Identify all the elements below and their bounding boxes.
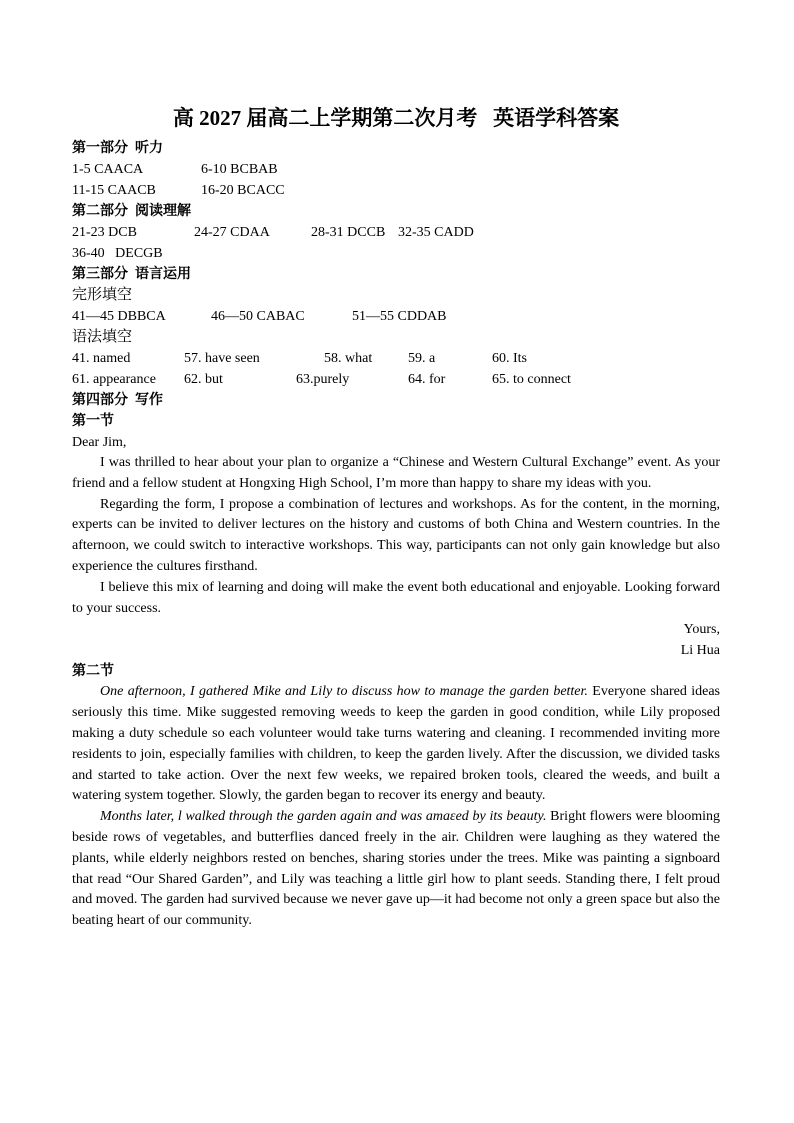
answer-item: 62. but bbox=[184, 372, 223, 387]
answer-group: 21-23 DCB bbox=[72, 225, 137, 240]
part2-heading: 第二部分 阅读理解 bbox=[72, 204, 191, 219]
letter-paragraph: I believe this mix of learning and doing will make the event both educational and enjoyable. Looking forward to your success. bbox=[72, 579, 720, 616]
page-title: 高 2027 届高二上学期第二次月考 英语学科答案 bbox=[172, 106, 620, 130]
answer-item: 61. appearance bbox=[72, 372, 156, 387]
answer-item: 64. for bbox=[408, 372, 446, 387]
answer-group: 11-15 CAACB bbox=[72, 183, 156, 198]
letter-paragraph: I was thrilled to hear about your plan to organize a “Chinese and Western Cultural Exchange” event. As your friend and a fellow student at Hongxing High School, I’m more than happy to share my ideas with you. bbox=[72, 455, 720, 491]
cloze-label: 完形填空 bbox=[72, 287, 133, 303]
section2-label: 第二节 bbox=[72, 664, 114, 680]
letter-signature: Li Hua bbox=[680, 643, 720, 659]
story-text: Everyone shared ideas seriously this time. Mike suggested removing weeds to keep the garden in good condition, while Lily proposed making a duty schedule so each volunteer would take turns watering and cleaning. I recommended inviting more residents to join, especially families with children, to keep the garden lively. After the discussion, we divided tasks and started to take action. Over the next few weeks, we repaired broken tools, cleared the weeds, and built a watering system together. Slowly, the garden began to recover its energy and beauty. bbox=[72, 684, 720, 804]
story-lead-sentence: Months later, l walked through the garden again and was amaεed by its beauty. bbox=[100, 809, 547, 825]
answer-group: 46—50 CABAC bbox=[211, 309, 305, 324]
answer-item: 59. a bbox=[408, 351, 436, 366]
part3-heading: 第三部分 语言运用 bbox=[72, 267, 191, 282]
story-paragraph bbox=[72, 682, 720, 807]
answer-row bbox=[72, 348, 720, 369]
answer-group: 16-20 BCACC bbox=[201, 183, 285, 198]
answer-row bbox=[72, 159, 720, 180]
answer-row bbox=[72, 306, 720, 327]
letter-closing: Yours, bbox=[683, 622, 720, 638]
story-text: Bright flowers were blooming beside rows of vegetables, and butterflies danced freely in the air. Children were laughing as they watered the plants, while elderly neighbors rested on benches, sharing stories under the trees. Mike was painting a signboard that read “Our Shared Garden”, and Lily was teaching a little girl how to plant seeds. Standing there, I felt proud and moved. The garden had survived because we never gave up—it had become not only a green space but also the beating heart of our community. bbox=[72, 809, 720, 929]
answer-group: 28-31 DCCB bbox=[311, 225, 386, 240]
answer-group: 51—55 CDDAB bbox=[352, 309, 447, 324]
answer-row bbox=[72, 222, 720, 243]
answer-row bbox=[72, 180, 720, 201]
answer-item: 58. what bbox=[324, 351, 373, 366]
answer-item: 63.purely bbox=[296, 372, 350, 387]
part1-heading: 第一部分 听力 bbox=[72, 141, 163, 156]
answer-row bbox=[72, 243, 720, 264]
answer-row bbox=[72, 369, 720, 390]
answer-item: 65. to connect bbox=[492, 372, 571, 387]
answer-group: 24-27 CDAA bbox=[194, 225, 270, 240]
answer-group: 36-40 DECGB bbox=[72, 246, 163, 261]
section1-label: 第一节 bbox=[72, 414, 114, 429]
answer-item: 41. named bbox=[72, 351, 131, 366]
story-paragraph bbox=[72, 807, 720, 932]
grammar-label: 语法填空 bbox=[72, 329, 133, 345]
answer-group: 41—45 DBBCA bbox=[72, 309, 166, 324]
answer-item: 57. have seen bbox=[184, 351, 260, 366]
answer-group: 6-10 BCBAB bbox=[201, 162, 278, 177]
part4-heading: 第四部分 写作 bbox=[72, 393, 163, 408]
letter-paragraph: Regarding the form, I propose a combination of lectures and workshops. As for the content, in the morning, experts can be invited to deliver lectures on the history and customs of both China and Western countries. In the afternoon, we could switch to interactive workshops. This way, participants can not only gain knowledge but also experience the cultures firsthand. bbox=[72, 496, 720, 574]
letter-salutation: Dear Jim, bbox=[72, 435, 127, 450]
answer-group: 1-5 CAACA bbox=[72, 162, 144, 177]
answer-group: 32-35 CADD bbox=[398, 225, 474, 240]
story-lead-sentence: One afternoon, I gathered Mike and Lily to discuss how to manage the garden better. bbox=[100, 684, 588, 700]
answer-sheet bbox=[72, 104, 720, 932]
answer-item: 60. Its bbox=[492, 351, 527, 366]
